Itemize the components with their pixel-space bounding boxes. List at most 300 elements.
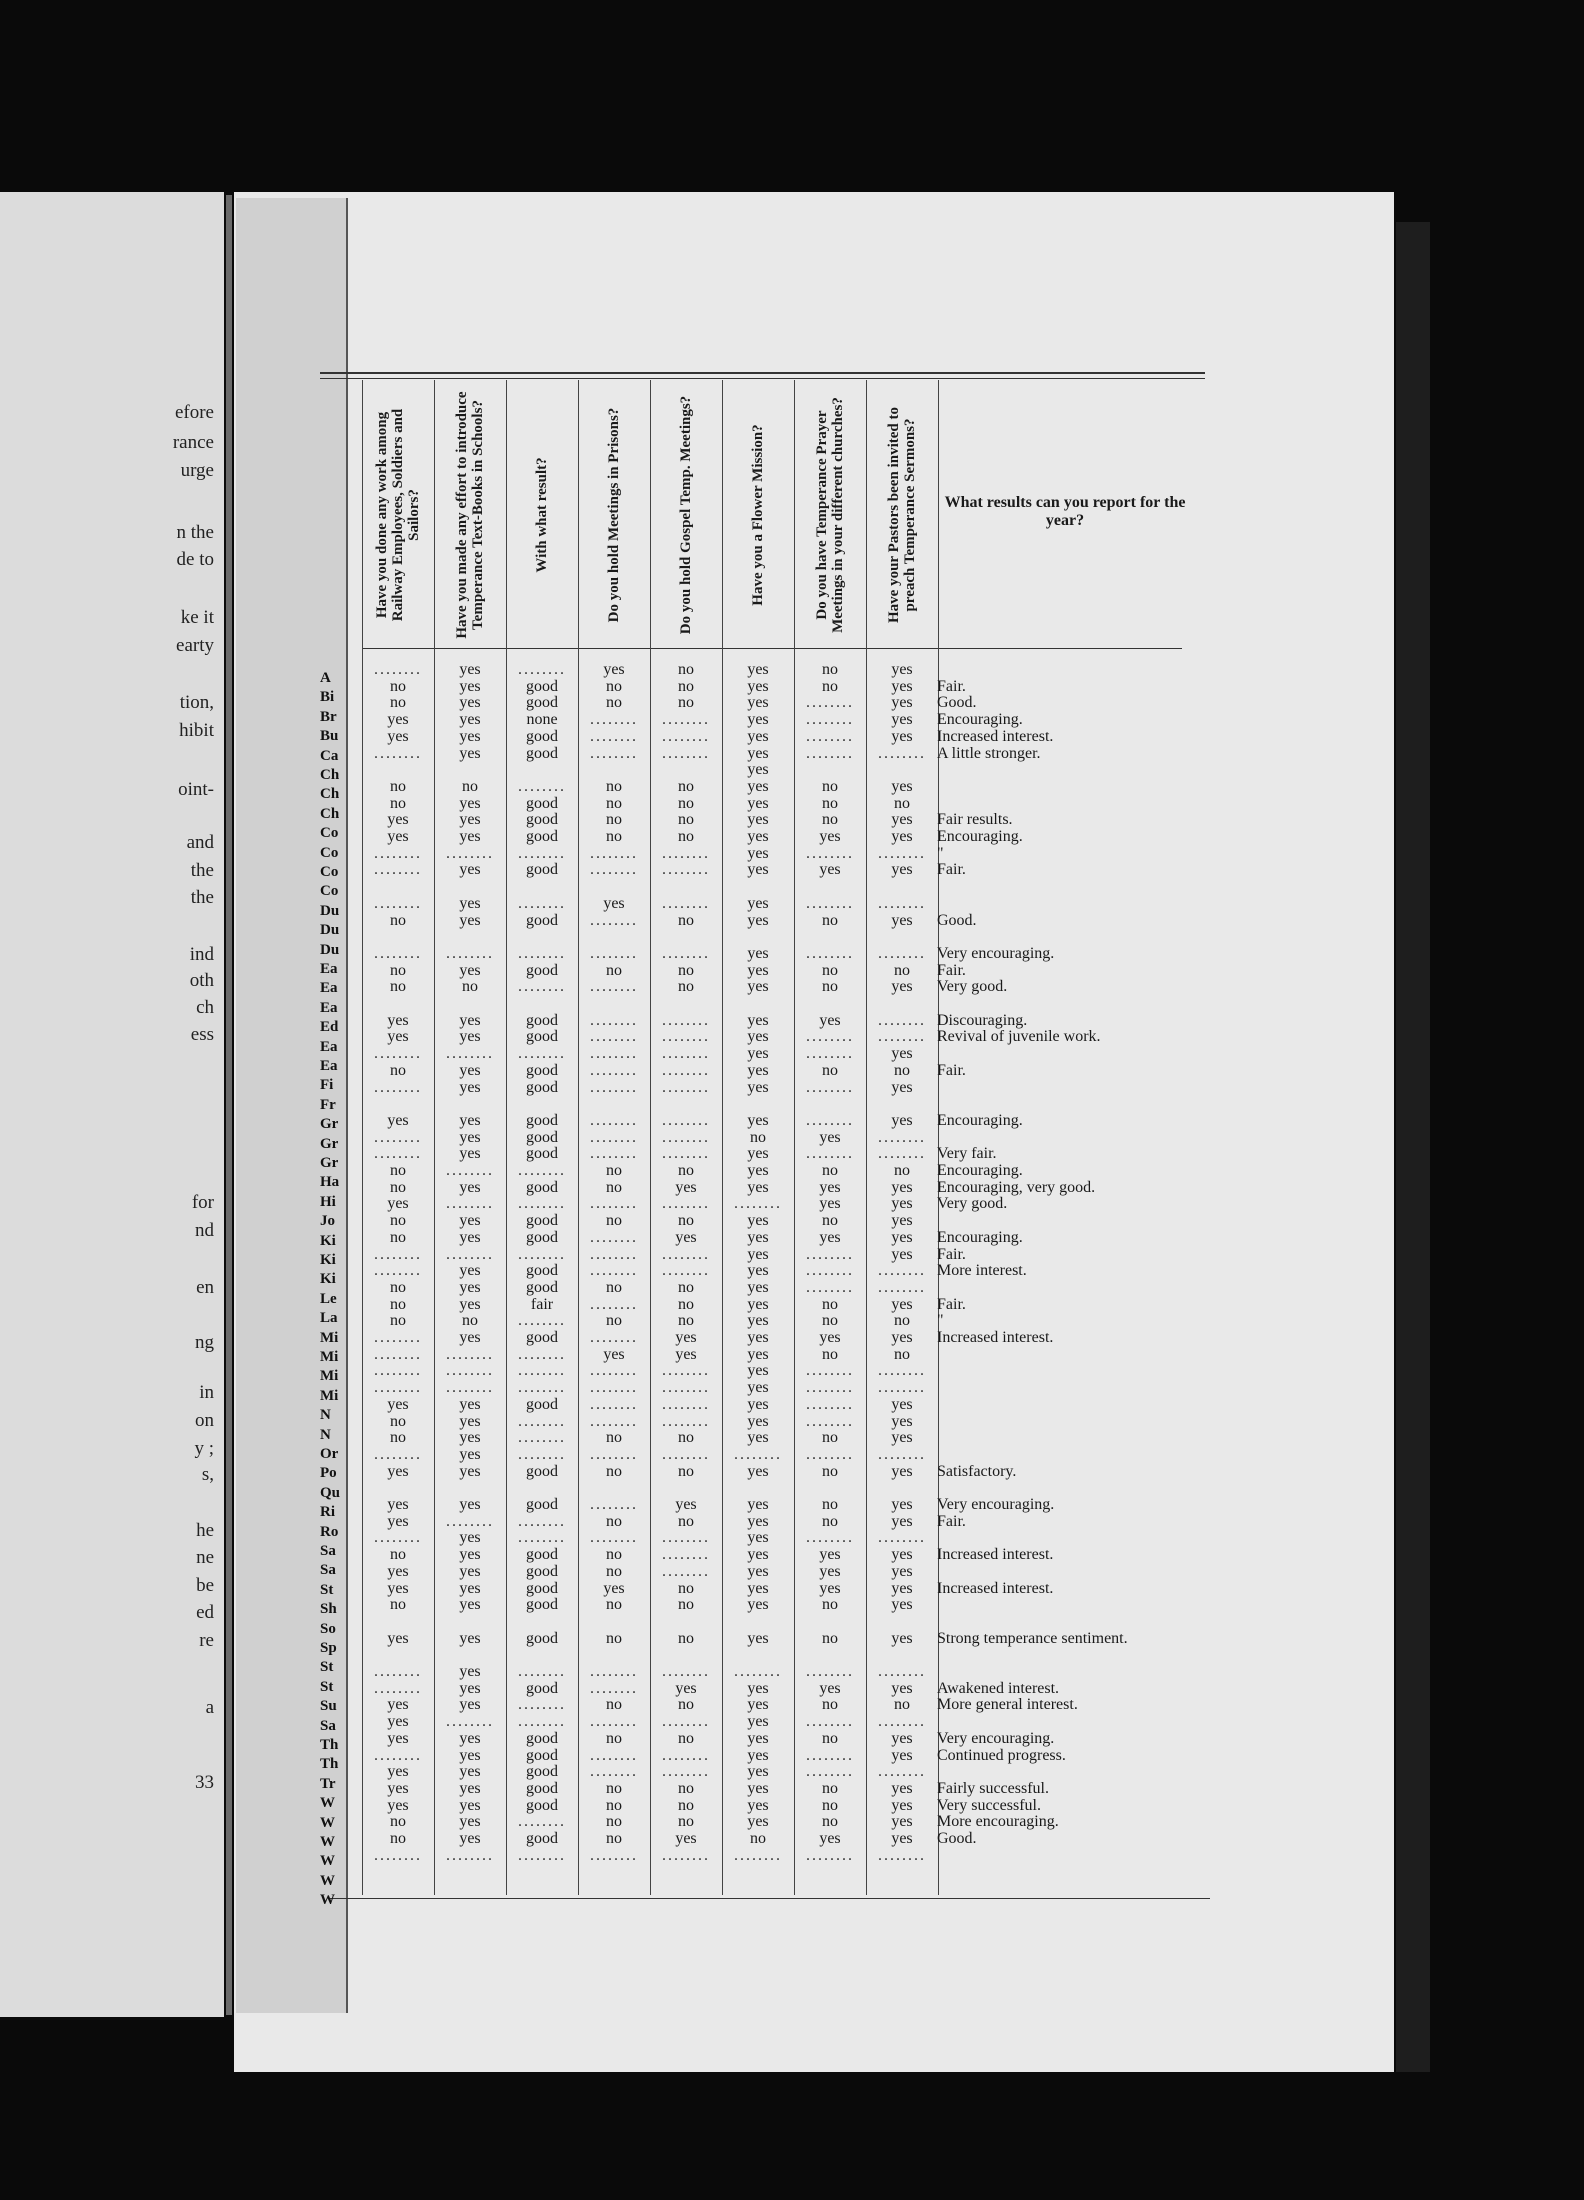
table-cell: yes	[459, 1178, 481, 1196]
table-cell: yes	[387, 1462, 409, 1480]
table-cell: yes	[459, 694, 481, 712]
table-cell: yes	[747, 1462, 769, 1480]
table-cell: yes	[459, 1763, 481, 1781]
column-header-label: Have you done any work among Railway Employees, Soldiers and Sailors?	[374, 408, 422, 622]
table-cell: ........	[374, 1846, 422, 1864]
table-cell: ........	[662, 1078, 710, 1096]
table-cell: yes	[459, 1696, 481, 1714]
stub-label: Bu	[320, 728, 339, 745]
table-cell: no	[678, 1429, 694, 1447]
column-header-label: Have you made any effort to introduce Temperance Text-Books in Schools?	[454, 391, 486, 639]
table-cell: fair	[530, 1295, 554, 1313]
table-cell: yes	[891, 1579, 913, 1597]
header-top-rule	[320, 372, 1205, 374]
table-cell: yes	[891, 1562, 913, 1580]
table-cell: good	[526, 1028, 558, 1046]
left-page-edge	[226, 195, 232, 2015]
table-cell: ........	[806, 1278, 854, 1296]
table-cell: ........	[590, 1846, 638, 1864]
table-cell: yes	[891, 1045, 913, 1063]
result-cell: Discouraging.	[937, 1011, 1028, 1029]
table-cell: ........	[878, 1763, 926, 1781]
stub-label: Du	[320, 902, 340, 919]
table-cell: ........	[662, 744, 710, 762]
table-cell: ........	[806, 1763, 854, 1781]
table-cell: yes	[459, 1562, 481, 1580]
left-page-text-fragment: be	[196, 1575, 214, 1596]
table-cell: yes	[819, 1329, 841, 1346]
table-cell: no	[606, 694, 622, 712]
table-cell: good	[526, 1128, 558, 1146]
table-cell: yes	[819, 1195, 841, 1213]
table-cell: ........	[806, 1395, 854, 1413]
left-page-text-fragment: efore	[174, 402, 214, 423]
table-cell: yes	[459, 811, 481, 829]
table-cell: ........	[446, 1846, 494, 1864]
result-cell: Very encouraging.	[937, 944, 1055, 962]
column-header	[578, 390, 650, 640]
table-cell: yes	[747, 1312, 769, 1330]
table-cell: no	[822, 1629, 838, 1647]
table-cell: ........	[806, 1379, 854, 1397]
table-cell: yes	[459, 1061, 481, 1079]
table-cell: ........	[590, 1529, 638, 1547]
table-cell: good	[526, 1779, 558, 1797]
table-cell: yes	[459, 894, 481, 912]
table-cell: no	[390, 1295, 406, 1313]
table-cell: yes	[459, 1496, 481, 1513]
table-cell: ........	[374, 1145, 422, 1163]
table-cell: yes	[459, 1295, 481, 1313]
table-cell: yes	[891, 1395, 913, 1413]
table-cell: yes	[747, 694, 769, 712]
table-cell: yes	[459, 1212, 481, 1230]
table-cell: ........	[518, 1045, 566, 1063]
table-cell: yes	[747, 1178, 769, 1196]
table-cell: ........	[662, 1195, 710, 1213]
table-cell: ........	[806, 1145, 854, 1163]
table-cell: ........	[806, 1262, 854, 1280]
table-cell: good	[526, 1178, 558, 1196]
table-cell: no	[822, 777, 838, 795]
table-cell: no	[390, 911, 406, 929]
result-cell: Encouraging.	[937, 1111, 1023, 1129]
table-cell: no	[606, 811, 622, 829]
table-cell: no	[822, 1496, 838, 1513]
table-cell: yes	[891, 1813, 913, 1831]
table-cell: no	[390, 1212, 406, 1230]
result-cell: Fair.	[937, 961, 966, 979]
table-cell: no	[606, 1813, 622, 1831]
table-cell: no	[678, 828, 694, 845]
table-cell: ........	[590, 1713, 638, 1731]
table-cell: yes	[891, 1629, 913, 1647]
table-cell: no	[822, 794, 838, 812]
table-cell: no	[894, 1345, 910, 1363]
table-cell: no	[390, 1596, 406, 1614]
table-cell: good	[526, 1145, 558, 1163]
table-cell: ........	[518, 1362, 566, 1380]
table-cell: no	[678, 1813, 694, 1831]
table-cell: ........	[734, 1445, 782, 1463]
stub-label: Sp	[320, 1640, 337, 1656]
table-cell: ........	[662, 944, 710, 962]
table-cell: ........	[446, 944, 494, 962]
stub-label: Gr	[320, 1135, 339, 1152]
table-cell: ........	[518, 844, 566, 862]
table-cell: ........	[662, 1061, 710, 1079]
table-cell: good	[526, 1830, 558, 1847]
table-cell: ........	[590, 1746, 638, 1764]
table-cell: yes	[747, 1596, 769, 1614]
table-cell: yes	[675, 1329, 697, 1346]
table-cell: yes	[387, 1629, 409, 1647]
table-cell: ........	[590, 1329, 638, 1346]
table-cell: ........	[878, 1128, 926, 1146]
table-cell: ........	[518, 1663, 566, 1680]
table-cell: yes	[459, 861, 481, 879]
stub-label: La	[320, 1310, 338, 1327]
table-cell: ........	[806, 1412, 854, 1430]
result-cell: Encouraging, very good.	[937, 1178, 1096, 1196]
table-cell: yes	[675, 1679, 697, 1697]
stub-label: Th	[320, 1756, 339, 1773]
table-cell: yes	[459, 1462, 481, 1480]
table-cell: ........	[806, 1846, 854, 1864]
stub-label: Po	[320, 1465, 337, 1482]
table-cell: yes	[459, 1429, 481, 1447]
left-page-text-fragment: de to	[176, 549, 214, 570]
table-cell: yes	[747, 1562, 769, 1580]
table-cell: no	[606, 1830, 622, 1847]
table-cell: yes	[459, 1779, 481, 1797]
stub-label: Su	[320, 1698, 337, 1715]
table-cell: yes	[603, 1579, 625, 1597]
table-cell: no	[822, 1429, 838, 1447]
table-cell: no	[390, 694, 406, 712]
table-cell: good	[526, 1262, 558, 1280]
table-cell: ........	[806, 1746, 854, 1764]
table-cell: no	[678, 1462, 694, 1480]
stub-label: Ri	[320, 1504, 335, 1521]
table-cell: ........	[446, 1045, 494, 1063]
table-cell: ........	[374, 1329, 422, 1346]
column-header-label: Do you have Temperance Prayer Meetings in your different churches?	[814, 397, 846, 633]
table-cell: yes	[747, 1746, 769, 1764]
table-cell: yes	[747, 1379, 769, 1397]
left-page-text-fragment: earty	[176, 635, 214, 656]
table-cell: good	[526, 1011, 558, 1029]
left-page-text-fragment: y ;	[194, 1438, 214, 1459]
table-cell: yes	[747, 894, 769, 912]
table-cell: ........	[878, 1663, 926, 1680]
table-cell: yes	[891, 694, 913, 712]
stub-label: Du	[320, 941, 340, 958]
table-cell: yes	[747, 1546, 769, 1564]
table-cell: yes	[459, 1329, 481, 1346]
table-cell: no	[390, 1429, 406, 1447]
table-cell: ........	[518, 1429, 566, 1447]
stub-label: Co	[320, 864, 339, 880]
result-cell: Very fair.	[937, 1145, 997, 1163]
table-cell: no	[606, 1512, 622, 1530]
stub-label: Jo	[320, 1213, 335, 1230]
result-cell: A little stronger.	[937, 744, 1041, 762]
table-cell: yes	[459, 1679, 481, 1697]
result-cell: Increased interest.	[937, 727, 1054, 745]
table-cell: no	[822, 1312, 838, 1330]
table-cell: good	[526, 744, 558, 762]
table-cell: yes	[891, 661, 913, 678]
table-cell: ........	[446, 1512, 494, 1530]
left-page-text-fragment: oint-	[178, 779, 214, 800]
table-cell: yes	[459, 1395, 481, 1413]
table-cell: no	[606, 961, 622, 979]
table-cell: ........	[374, 661, 422, 678]
result-cell: Very good.	[937, 978, 1008, 996]
table-cell: ........	[446, 1345, 494, 1363]
table-cell: yes	[459, 794, 481, 812]
table-cell: ........	[878, 1846, 926, 1864]
result-cell: "	[937, 844, 944, 862]
table-cell: yes	[891, 1228, 913, 1246]
table-cell: yes	[747, 1796, 769, 1814]
table-cell: no	[390, 1162, 406, 1179]
table-cell: ........	[878, 1011, 926, 1029]
table-cell: good	[526, 961, 558, 979]
table-cell: ........	[806, 727, 854, 745]
table-cell: yes	[819, 1178, 841, 1196]
table-cell: yes	[459, 1629, 481, 1647]
table-cell: ........	[806, 694, 854, 712]
left-page-text-fragment: ess	[190, 1024, 214, 1045]
table-cell: yes	[747, 1429, 769, 1447]
table-cell: good	[526, 1496, 558, 1513]
table-cell: no	[606, 1596, 622, 1614]
table-cell: good	[526, 1763, 558, 1781]
result-cell: More general interest.	[937, 1696, 1078, 1714]
result-cell: Continued progress.	[937, 1746, 1066, 1764]
result-cell: Increased interest.	[937, 1329, 1054, 1346]
result-cell: Satisfactory.	[937, 1462, 1017, 1480]
table-cell: yes	[891, 811, 913, 829]
stub-label: Ki	[320, 1232, 336, 1249]
table-cell: ........	[662, 1412, 710, 1430]
table-cell: yes	[747, 944, 769, 962]
table-cell: yes	[387, 1395, 409, 1413]
table-cell: yes	[747, 1345, 769, 1363]
table-cell: no	[390, 1061, 406, 1079]
table-cell: no	[822, 1462, 838, 1480]
table-cell: ........	[374, 1746, 422, 1764]
table-cell: ........	[734, 1846, 782, 1864]
table-cell: yes	[747, 1329, 769, 1346]
stub-label: Ea	[320, 999, 338, 1016]
stub-label: Le	[320, 1290, 337, 1307]
table-cell: ........	[878, 944, 926, 962]
table-cell: ........	[662, 1763, 710, 1781]
table-cell: yes	[891, 911, 913, 929]
table-cell: ........	[518, 1445, 566, 1463]
table-cell: yes	[891, 1679, 913, 1697]
table-cell: ........	[518, 944, 566, 962]
table-cell: yes	[747, 777, 769, 795]
table-cell: no	[390, 1278, 406, 1296]
table-cell: ........	[446, 1162, 494, 1179]
left-page-text-fragment: tion,	[179, 692, 214, 713]
table-cell: yes	[459, 1262, 481, 1280]
table-cell: yes	[819, 1128, 841, 1146]
table-cell: yes	[891, 1245, 913, 1263]
stub-label: Co	[320, 883, 339, 900]
left-page-text-fragment: the	[190, 887, 214, 908]
table-cell: yes	[387, 711, 409, 729]
table-cell: yes	[387, 1579, 409, 1597]
table-cell: yes	[891, 1295, 913, 1313]
table-cell: ........	[590, 744, 638, 762]
table-cell: yes	[459, 711, 481, 729]
table-cell: no	[678, 1796, 694, 1814]
table-cell: no	[678, 1295, 694, 1313]
left-page-text-fragment: the	[190, 860, 214, 881]
stub-label: Ch	[320, 805, 340, 822]
table-cell: ........	[878, 744, 926, 762]
result-cell: Good.	[937, 1830, 977, 1847]
column-header	[506, 390, 578, 640]
stub-label: W	[320, 1834, 335, 1850]
table-cell: no	[822, 961, 838, 979]
table-cell: ........	[662, 1011, 710, 1029]
table-cell: yes	[603, 894, 625, 912]
table-cell: yes	[387, 1729, 409, 1747]
table-cell: no	[822, 1796, 838, 1814]
table-cell: good	[526, 1278, 558, 1296]
stub-label: Ch	[320, 786, 340, 803]
left-page-text-fragment: ke it	[180, 607, 214, 628]
column-header	[722, 390, 794, 640]
table-cell: ........	[590, 1078, 638, 1096]
left-page	[0, 192, 224, 2017]
table-cell: no	[822, 811, 838, 829]
table-cell: none	[526, 711, 558, 729]
table-cell: no	[606, 1729, 622, 1747]
table-cell: good	[526, 1596, 558, 1614]
table-cell: ........	[518, 1162, 566, 1179]
table-cell: yes	[675, 1178, 697, 1196]
table-cell: no	[462, 777, 478, 795]
table-cell: yes	[747, 1245, 769, 1263]
table-cell: yes	[891, 1429, 913, 1447]
table-cell: ........	[662, 1746, 710, 1764]
result-cell: Fair.	[937, 1245, 966, 1263]
result-cell: Encouraging.	[937, 1162, 1023, 1179]
table-cell: yes	[747, 761, 769, 779]
table-cell: yes	[891, 1779, 913, 1797]
result-cell: Very successful.	[937, 1796, 1041, 1814]
table-cell: ........	[878, 1529, 926, 1547]
table-cell: ........	[806, 1362, 854, 1380]
table-cell: no	[678, 1629, 694, 1647]
left-page-text-fragment: ch	[196, 997, 214, 1018]
table-cell: ........	[374, 1379, 422, 1397]
table-cell: yes	[891, 1729, 913, 1747]
table-cell: ........	[590, 1262, 638, 1280]
table-cell: no	[606, 828, 622, 845]
table-cell: yes	[747, 1228, 769, 1246]
table-cell: yes	[459, 1830, 481, 1847]
table-cell: yes	[747, 1061, 769, 1079]
table-cell: ........	[374, 894, 422, 912]
result-cell: Fair.	[937, 677, 966, 695]
table-cell: good	[526, 1395, 558, 1413]
column-header	[434, 390, 506, 640]
stub-label: Fi	[320, 1077, 334, 1094]
table-cell: yes	[819, 1579, 841, 1597]
table-cell: ........	[662, 1529, 710, 1547]
stub-label: Co	[320, 825, 339, 842]
table-cell: yes	[459, 1412, 481, 1430]
table-cell: ........	[374, 1262, 422, 1280]
table-cell: yes	[675, 1228, 697, 1246]
result-cell: Fair.	[937, 1295, 966, 1313]
table-cell: ........	[590, 861, 638, 879]
table-cell: yes	[459, 744, 481, 762]
left-page-text-fragment: re	[199, 1630, 214, 1651]
table-cell: yes	[747, 1729, 769, 1747]
left-page-text-fragment: he	[196, 1520, 214, 1541]
table-cell: yes	[387, 1011, 409, 1029]
table-cell: ........	[518, 894, 566, 912]
table-cell: good	[526, 1078, 558, 1096]
table-cell: yes	[387, 1562, 409, 1580]
column-header	[650, 390, 722, 640]
result-cell: Awakened interest.	[937, 1679, 1060, 1697]
table-cell: yes	[891, 727, 913, 745]
table-cell: no	[678, 1579, 694, 1597]
left-page-text-fragment: in	[199, 1382, 214, 1403]
column-header	[362, 390, 434, 640]
table-cell: no	[678, 1212, 694, 1230]
table-cell: no	[606, 1162, 622, 1179]
table-cell: no	[390, 777, 406, 795]
table-cell: yes	[747, 1713, 769, 1731]
table-cell: no	[606, 1779, 622, 1797]
table-cell: ........	[662, 1846, 710, 1864]
table-cell: ........	[374, 1663, 422, 1680]
table-cell: ........	[662, 1562, 710, 1580]
table-cell: yes	[819, 1228, 841, 1246]
table-cell: yes	[387, 1713, 409, 1731]
table-cell: ........	[878, 1028, 926, 1046]
left-page-text-fragment: and	[186, 832, 214, 853]
table-cell: no	[390, 1830, 406, 1847]
table-cell: no	[822, 1813, 838, 1831]
table-cell: no	[894, 961, 910, 979]
table-cell: yes	[747, 1579, 769, 1597]
table-cell: yes	[819, 1011, 841, 1029]
table-cell: no	[678, 1696, 694, 1714]
left-page-text-fragment: for	[191, 1192, 214, 1213]
table-cell: ........	[374, 1128, 422, 1146]
table-cell: ........	[590, 1496, 638, 1513]
table-cell: yes	[747, 961, 769, 979]
table-cell: good	[526, 911, 558, 929]
stub-label: Mi	[320, 1387, 339, 1404]
result-cell: Very encouraging.	[937, 1729, 1055, 1747]
result-cell: Encouraging.	[937, 711, 1023, 729]
table-cell: good	[526, 1579, 558, 1597]
table-cell: yes	[819, 828, 841, 845]
